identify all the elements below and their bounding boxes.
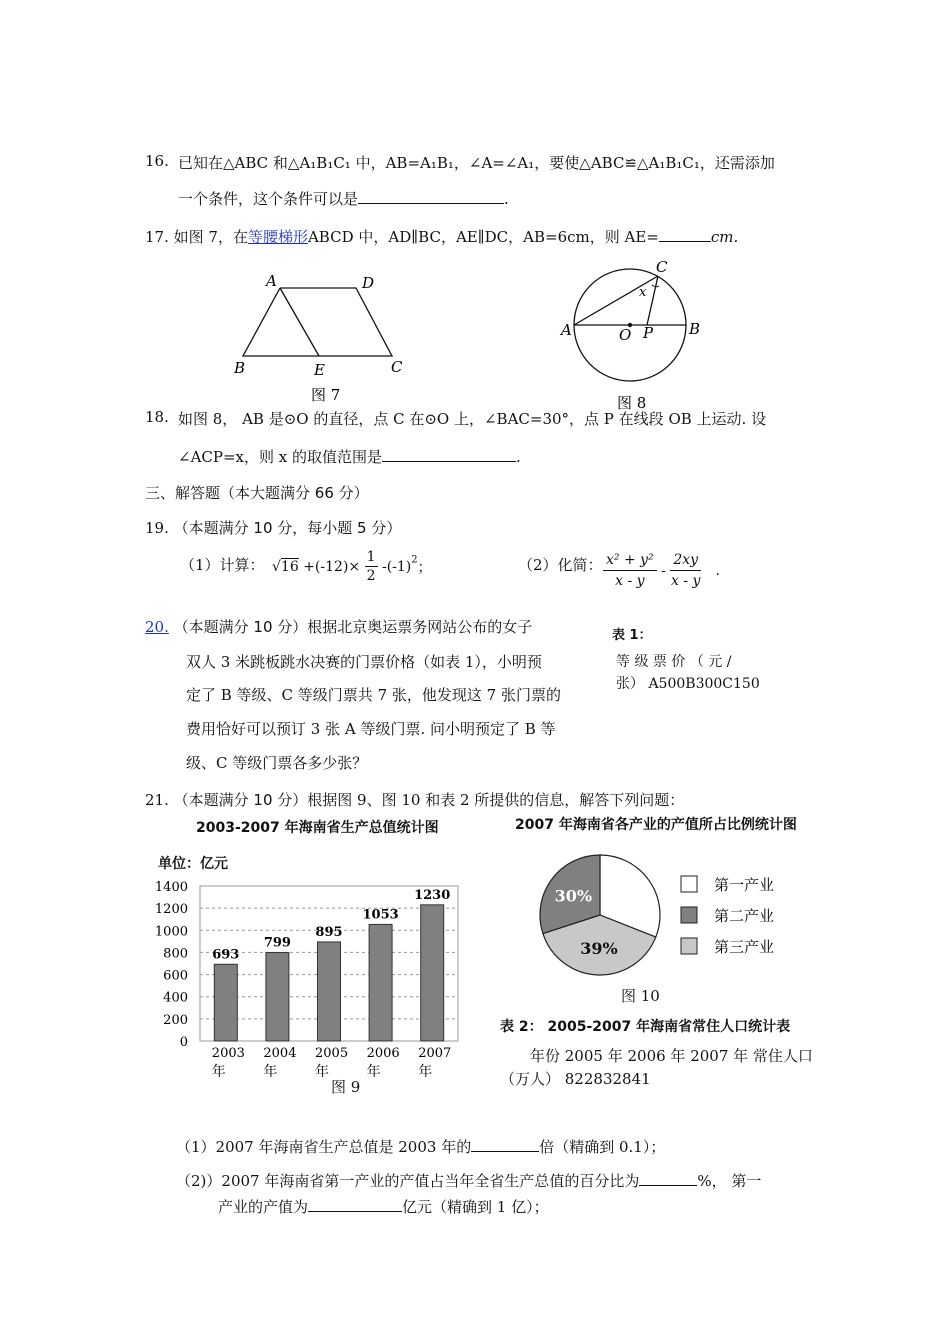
fig7-caption: 图 7	[311, 386, 341, 404]
q20-line3: 定了 B 等级、C 等级门票共 7 张，他发现这 7 张门票的	[186, 686, 561, 704]
fig8-caption: 图 8	[617, 394, 647, 412]
q18-number: 18.	[145, 408, 169, 426]
q21-sub1-pre: （1）2007 年海南省生产总值是 2003 年的	[176, 1138, 472, 1156]
x-tick-label-unit: 年	[418, 1064, 433, 1080]
q21-head: （本题满分 10 分）	[173, 791, 308, 809]
segment-cp	[647, 276, 658, 325]
figure-7	[228, 268, 418, 408]
expr2-minus: -	[661, 562, 666, 579]
q21-sub2-blank-percent[interactable]	[639, 1171, 697, 1186]
fig7-label-d: D	[362, 274, 375, 292]
q18-end: .	[516, 448, 521, 466]
fig8-label-a: A	[561, 321, 572, 339]
expr-plus: +(-12)×	[303, 558, 361, 575]
q16-end: .	[504, 190, 509, 208]
bar	[369, 924, 392, 1041]
y-tick-label: 200	[163, 1012, 188, 1028]
x-tick-label-unit: 年	[263, 1064, 278, 1080]
pie-chart-caption: 图 10	[621, 987, 660, 1005]
x-tick-label-unit: 年	[366, 1064, 381, 1080]
fig8-label-c: C	[656, 258, 668, 276]
pie-chart-title: 2007 年海南省各产业的产值所占比例统计图	[515, 817, 797, 833]
bar-chart-title: 2003-2007 年海南省生产总值统计图	[196, 820, 439, 836]
fig7-label-a: A	[266, 272, 277, 290]
fig7-label-e: E	[314, 361, 325, 379]
fig8-label-x: x	[639, 285, 647, 300]
legend-label: 第三产业	[714, 938, 775, 956]
x-tick-label: 2005	[315, 1046, 349, 1061]
table2-title: 表 2： 2005-2007 年海南省常住人口统计表	[500, 1019, 791, 1035]
section-3-heading: 三、解答题（本大题满分 66 分）	[145, 484, 369, 502]
fraction-2	[670, 550, 701, 591]
y-tick-label: 1400	[154, 880, 188, 895]
bar	[266, 953, 289, 1041]
chord-ac	[574, 276, 658, 325]
q17-line	[145, 226, 738, 247]
q17-link-isosceles-trapezoid[interactable]: 等腰梯形	[247, 228, 308, 246]
q21-sub2-mid: %， 第一	[697, 1172, 762, 1190]
q17-answer-blank[interactable]	[659, 227, 711, 242]
q16-line2	[178, 188, 509, 209]
q21-sub1-post: 倍（精确到 0.1）；	[539, 1138, 666, 1156]
q17-unit: cm.	[710, 228, 739, 246]
x-tick-label: 2004	[263, 1046, 297, 1061]
q20-line4: 费用恰好可以预订 3 张 A 等级门票. 问小明预定了 B 等	[186, 720, 556, 738]
legend-label: 第二产业	[714, 907, 775, 925]
fraction-1	[603, 550, 657, 591]
q21-sub1-blank[interactable]	[471, 1137, 539, 1152]
legend-swatch	[681, 907, 697, 923]
y-tick-label: 0	[179, 1035, 188, 1050]
x-tick-label: 2003	[211, 1046, 245, 1061]
q20-line2: 双人 3 米跳板跳水决赛的门票价格（如表 1），小明预	[186, 653, 542, 671]
pie-data-label: 30%	[554, 886, 593, 906]
bar-chart-caption: 图 9	[331, 1078, 361, 1096]
q21-sub2-pre: （2)）2007 年海南省第一产业的产值占当年全省生产总值的百分比为	[176, 1172, 640, 1190]
bar	[214, 964, 237, 1041]
bar-data-label: 693	[212, 947, 240, 963]
y-tick-label: 800	[163, 946, 188, 962]
expr2-dot: .	[715, 562, 720, 579]
expr-semicolon: ；	[417, 559, 432, 576]
x-tick-label-unit: 年	[211, 1064, 226, 1080]
fraction-denominator: 2	[366, 568, 376, 584]
fraction-half	[365, 548, 378, 585]
bar-data-label: 895	[315, 924, 343, 940]
q20-number-link[interactable]: 20.	[145, 618, 169, 636]
fig8-label-o: O	[619, 326, 632, 344]
q19-part2-expression	[603, 550, 720, 591]
q19-number: 19.	[145, 519, 169, 537]
table1-title: 表 1：	[612, 628, 652, 643]
q20-text-1: 根据北京奥运票务网站公布的女子	[307, 618, 533, 636]
q21-line	[145, 789, 684, 810]
sqrt-icon: √	[272, 558, 281, 575]
q19-head: （本题满分 10 分，每小题 5 分）	[173, 519, 402, 537]
q20-line1	[145, 616, 532, 637]
figure-8	[555, 258, 715, 416]
legend-swatch	[681, 876, 697, 892]
y-tick-label: 400	[163, 990, 188, 1006]
q18-line2-text: ∠ACP=x，则 x 的取值范围是	[178, 448, 382, 466]
q21-text: 根据图 9、图 10 和表 2 所提供的信息，解答下列问题：	[307, 791, 685, 809]
bar	[318, 942, 341, 1041]
bar-chart-unit: 单位：亿元	[158, 856, 228, 872]
q17-post: ABCD 中，AD∥BC，AE∥DC，AB=6cm，则 AE=	[307, 228, 659, 246]
fig8-label-b: B	[689, 320, 701, 338]
expr-minus: -(-1)	[381, 558, 412, 575]
fraction-2-denominator: x - y	[670, 573, 701, 589]
bar-chart-figure-9	[150, 876, 470, 1091]
expr-exponent: 2	[411, 554, 418, 566]
q16-answer-blank[interactable]	[358, 189, 504, 204]
fig7-label-c: C	[391, 358, 403, 376]
q19-header	[145, 517, 401, 538]
q19-part1-label: （1）计算：	[180, 556, 265, 574]
fig8-label-p: P	[643, 324, 654, 342]
x-tick-label: 2006	[366, 1046, 400, 1061]
q16-number: 16.	[145, 152, 169, 170]
q17-number: 17.	[145, 228, 169, 246]
legend-label: 第一产业	[714, 876, 775, 894]
fraction-numerator: 1	[366, 549, 376, 565]
table2-row1: 年份 2005 年 2006 年 2007 年 常住人口	[530, 1047, 813, 1065]
legend-swatch	[681, 938, 697, 954]
q21-sub2-line2-text: 产业的产值为	[218, 1198, 309, 1216]
pie-data-label: 39%	[580, 938, 618, 958]
x-tick-label: 2007	[418, 1046, 452, 1061]
q18-line1: 如图 8， AB 是⊙O 的直径，点 C 在⊙O 上，∠BAC=30°，点 P 在线段 OB 上运动. 设	[178, 410, 767, 428]
sqrt-radicand: 16	[280, 559, 299, 575]
q21-sub2-line1	[176, 1170, 761, 1191]
table1-row2: 张） A500B300C150	[616, 676, 760, 692]
fraction-2-numerator: 2xy	[670, 550, 701, 571]
bar-data-label: 1230	[414, 887, 451, 903]
bar-data-label: 1053	[362, 907, 399, 923]
bar	[421, 905, 444, 1041]
y-tick-label: 600	[163, 968, 188, 984]
q16-line2-text: 一个条件，这个条件可以是	[178, 190, 359, 208]
q19-part1-expression	[272, 548, 432, 585]
q18-answer-blank[interactable]	[382, 447, 516, 462]
x-tick-label-unit: 年	[315, 1064, 329, 1080]
fraction-1-denominator: x - y	[615, 573, 645, 589]
y-tick-label: 1000	[154, 924, 188, 940]
pie-chart-figure-10	[530, 852, 800, 982]
trapezoid-abcd	[243, 288, 392, 356]
table2-row2: （万人） 822832841	[500, 1070, 651, 1088]
q21-sub2-post: 亿元（精确到 1 亿）；	[402, 1198, 549, 1216]
q20-line5: 级、C 等级门票各多少张？	[186, 754, 368, 772]
q21-sub2-blank-value[interactable]	[308, 1197, 402, 1212]
bar-data-label: 799	[263, 935, 291, 951]
q21-sub1	[176, 1136, 665, 1157]
q19-part2-label: （2）化简：	[518, 556, 603, 574]
q20-head: （本题满分 10 分）	[173, 618, 308, 636]
fraction-1-numerator: x² + y²	[603, 550, 657, 571]
q16-line1: 已知在△ABC 和△A₁B₁C₁ 中，AB=A₁B₁，∠A=∠A₁，要使△ABC≌△A₁B₁C₁，还需添加	[178, 154, 775, 172]
q21-number: 21.	[145, 791, 169, 809]
q21-sub2-line2	[218, 1196, 549, 1217]
q18-line2	[178, 446, 521, 467]
y-tick-label: 1200	[154, 902, 188, 918]
fig7-label-b: B	[234, 359, 246, 377]
segment-ae	[280, 288, 319, 356]
table1-row1: 等 级 票 价 （ 元 /	[616, 654, 732, 670]
q17-pre: 如图 7，在	[173, 228, 248, 246]
